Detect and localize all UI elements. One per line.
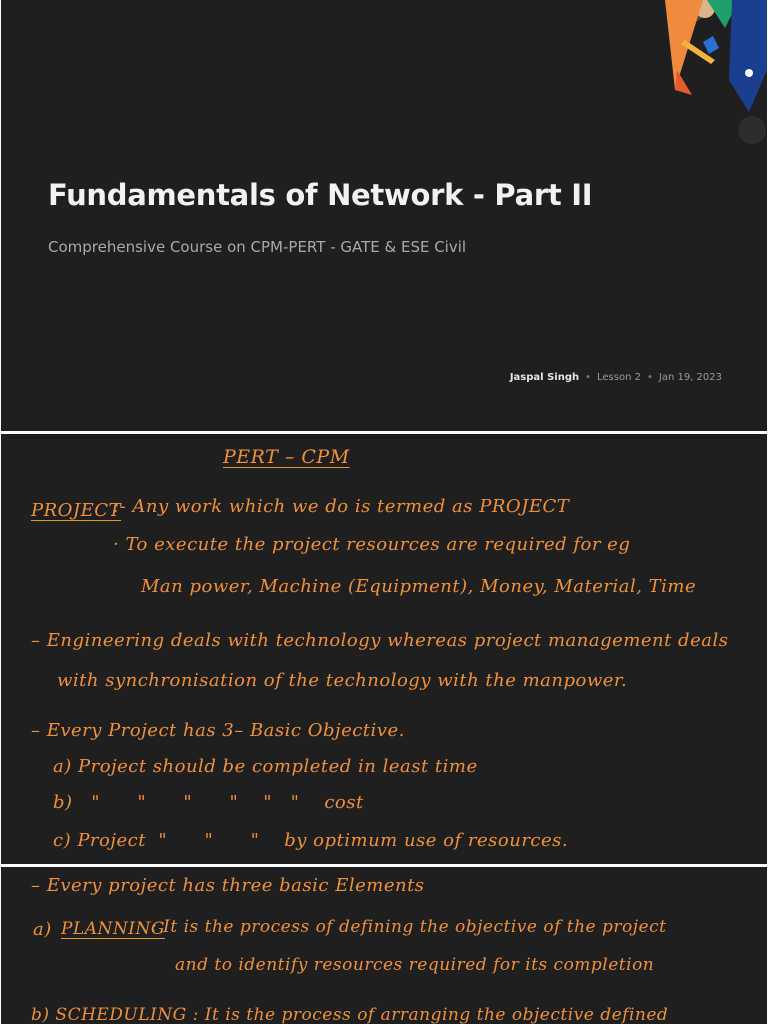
author-name: Jaspal Singh: [509, 372, 580, 383]
note-line-engineering-2: with synchronisation of the technology with the manpower.: [57, 670, 628, 691]
course-title: Fundamentals of Network - Part II: [48, 178, 593, 212]
separator-dot-icon: •: [646, 372, 653, 383]
lesson-number: Lesson 2: [597, 372, 641, 383]
planning-label: PLANNING: [61, 919, 165, 939]
objective-a: a) Project should be completed in least time: [53, 756, 478, 777]
separator-dot-icon: •: [585, 372, 591, 383]
objective-b: b) " " " " " " cost: [53, 792, 364, 813]
objective-c: c) Project " " " by optimum use of resources.: [53, 830, 569, 851]
planning-prefix: a): [33, 919, 52, 940]
notes-page-2: [1, 867, 767, 1024]
note-line-objective: – Every Project has 3– Basic Objective.: [31, 720, 405, 741]
planning-definition-1: : It is the process of defining the objective of the project: [151, 917, 667, 937]
partial-note-line: b) SCHEDULING : It is the process of arranging the objective defined: [31, 1005, 669, 1024]
note-line-elements: – Every project has three basic Elements: [31, 875, 425, 896]
notes-page-1: [1, 434, 767, 864]
lesson-date: Jan 19, 2023: [658, 372, 722, 383]
stationery-decoration-icon: [527, 0, 767, 150]
project-label: PROJECT: [31, 500, 122, 521]
cover-slide: [1, 0, 767, 431]
notes-heading: PERT – CPM: [223, 446, 350, 468]
planning-definition-2: and to identify resources required for its completion: [175, 955, 655, 975]
course-subtitle: Comprehensive Course on CPM-PERT - GATE & ESE Civil: [48, 238, 467, 256]
note-line-engineering-1: – Engineering deals with technology whereas project management deals: [31, 630, 729, 651]
note-line-resources: Man power, Machine (Equipment), Money, Material, Time: [141, 576, 697, 597]
note-line-execute: · To execute the project resources are required for eg: [113, 534, 631, 555]
lesson-meta: [510, 372, 722, 383]
project-definition: :- Any work which we do is termed as PROJECT: [113, 496, 570, 517]
